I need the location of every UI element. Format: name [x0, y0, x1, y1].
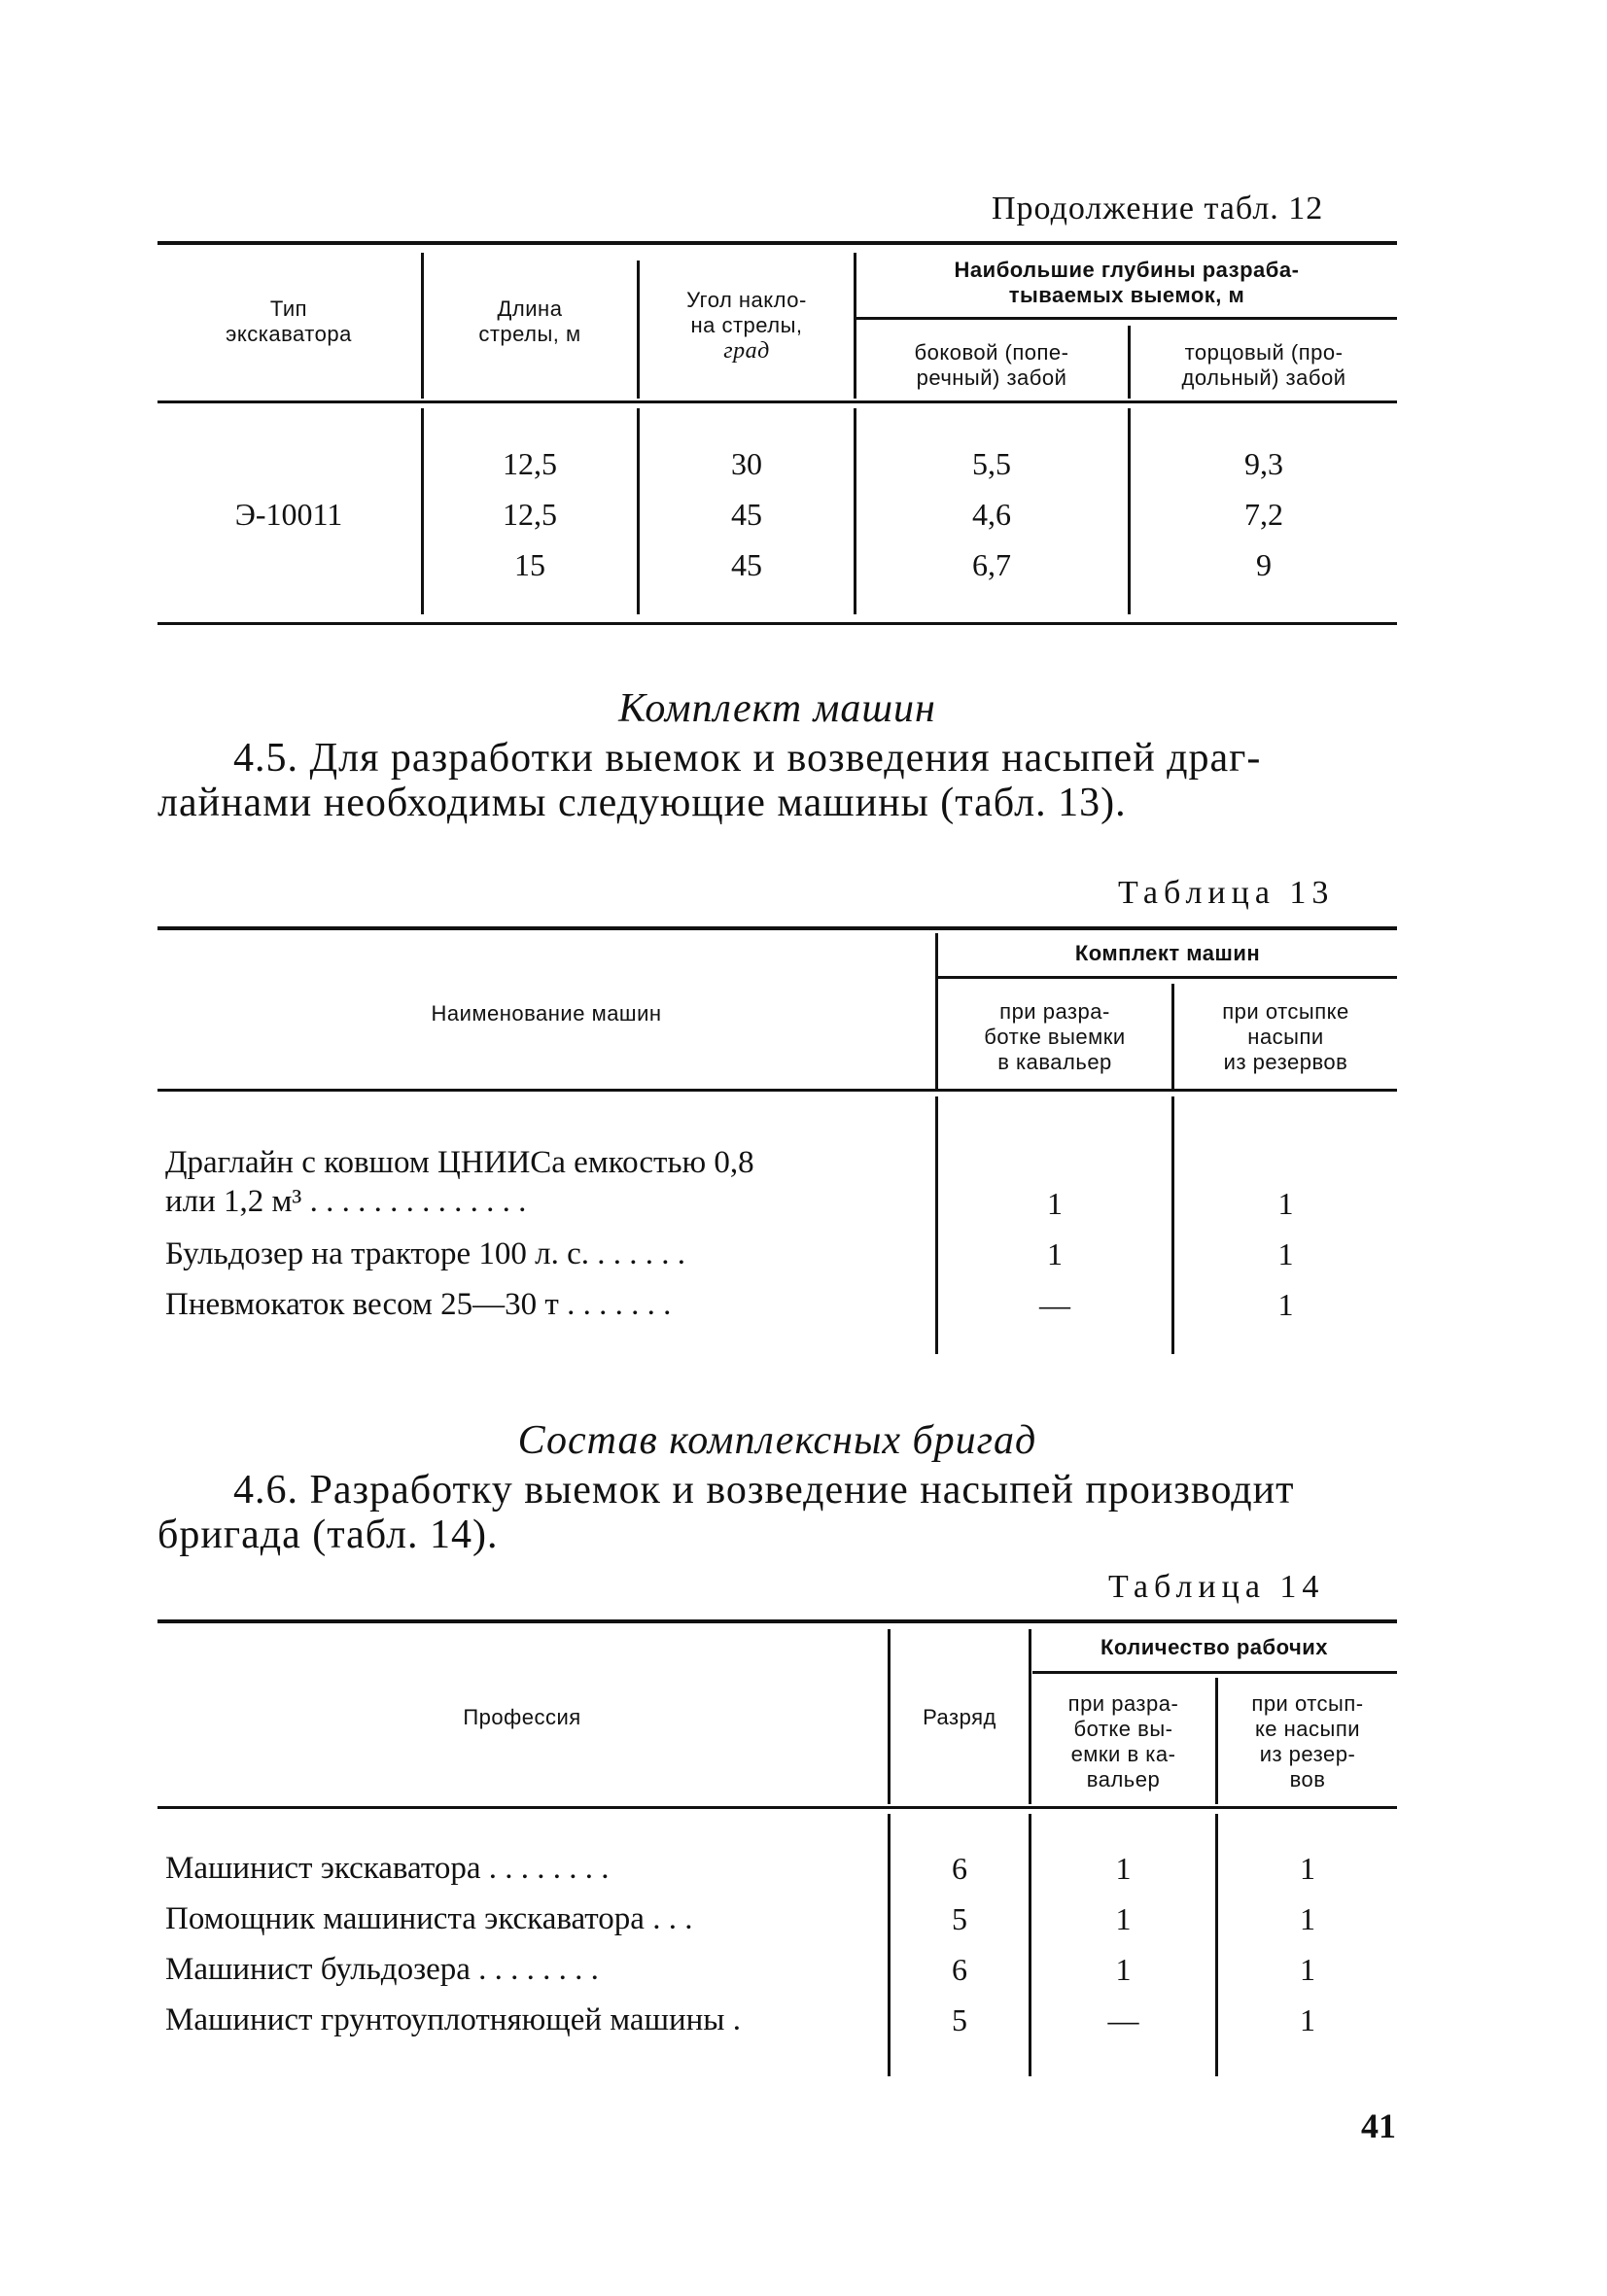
- table12-header-end: торцовый (про- дольный) забой: [1181, 340, 1346, 390]
- table13-subheader-rule: [938, 976, 1397, 979]
- table14-subheader-rule: [1032, 1671, 1397, 1674]
- table12-cell: 7,2: [1244, 497, 1283, 532]
- table12-cell: 4,6: [972, 497, 1011, 532]
- table12-header-rule: [157, 400, 1397, 403]
- page-number: 41: [1361, 2106, 1396, 2145]
- table14-header-group: Количество рабочих: [1100, 1635, 1329, 1659]
- table14-cell: 5: [952, 1901, 967, 1936]
- table12-caption: Продолжение табл. 12: [992, 191, 1324, 226]
- table13-header-col1: при разра- ботке выемки в кавальер: [984, 999, 1126, 1074]
- table14-cell: 1: [1300, 1901, 1315, 1936]
- paragraph-4-6: 4.6. Разработку выемок и возведение насыпей производит бригада (табл. 14).: [157, 1468, 1295, 1557]
- table13-cell: 1: [1047, 1236, 1063, 1271]
- table12-header-angle: Угол накло- на стрелы, град: [686, 288, 807, 364]
- table12-bottom-rule: [157, 622, 1397, 625]
- table12-header-side: боковой (попе- речный) забой: [914, 340, 1069, 390]
- table12-cell: 12,5: [503, 497, 557, 532]
- table12-cell: 5,5: [972, 446, 1011, 481]
- table14-top-rule: [157, 1619, 1397, 1623]
- paragraph-4-5: 4.5. Для разработки выемок и возведения насыпей драг- лайнами необходимы следующие машины (табл. 13).: [157, 736, 1262, 825]
- table14-caption: Таблица 14: [1108, 1569, 1325, 1605]
- table12-excavator: Э-10011: [234, 497, 343, 532]
- table12-cell: 6,7: [972, 547, 1011, 582]
- table14-cell: 5: [952, 2002, 967, 2037]
- table14-cell: 1: [1115, 1952, 1132, 1987]
- table13-cell: 1: [1277, 1236, 1294, 1271]
- table12-header-depth: Наибольшие глубины разраба- тываемых выемок, м: [954, 258, 1300, 307]
- table14-header-col1: при разра- ботке вы- емки в ка- вальер: [1067, 1691, 1179, 1792]
- table12-cell: 9,3: [1244, 446, 1283, 481]
- table12-top-rule: [157, 241, 1397, 245]
- table14-cell: 6: [952, 1851, 967, 1886]
- table14-row-name: Машинист экскаватора . . . . . . . .: [165, 1851, 610, 1886]
- table13-cell: 1: [1277, 1287, 1294, 1322]
- table12-cell: 30: [731, 446, 762, 481]
- table14-header-profession: Профессия: [463, 1705, 581, 1729]
- table13-top-rule: [157, 926, 1397, 930]
- table14-cell: 1: [1115, 1851, 1132, 1886]
- table12-subheader-rule: [856, 317, 1397, 320]
- table14-header-grade: Разряд: [923, 1705, 996, 1729]
- table14-cell: —: [1107, 2002, 1139, 2037]
- table14-cell: 1: [1300, 1851, 1315, 1886]
- table12-cell: 15: [514, 547, 545, 582]
- section-title-brigades: Состав комплексных бригад: [517, 1418, 1037, 1463]
- table12-cell: 45: [731, 497, 762, 532]
- table14-row-name: Машинист бульдозера . . . . . . . .: [165, 1952, 599, 1987]
- table13-row-name: Бульдозер на тракторе 100 л. с. . . . . . .: [165, 1236, 686, 1271]
- section-title-machines: Комплект машин: [618, 686, 936, 731]
- table13-header-name: Наименование машин: [431, 1001, 662, 1026]
- table13-cell: 1: [1277, 1186, 1294, 1221]
- table13-header-col2: при отсыпке насыпи из резервов: [1222, 999, 1349, 1074]
- table14-row-name: Помощник машиниста экскаватора . . .: [165, 1901, 693, 1936]
- table13-cell: 1: [1047, 1186, 1063, 1221]
- table14-cell: 6: [952, 1952, 967, 1987]
- table13-header-group: Комплект машин: [1074, 941, 1261, 965]
- table12-cell: 45: [731, 547, 762, 582]
- table13-row-name: Пневмокаток весом 25—30 т . . . . . . .: [165, 1287, 672, 1322]
- table14-header-col2: при отсып- ке насыпи из резер- вов: [1251, 1691, 1364, 1792]
- table12-cell: 9: [1256, 547, 1272, 582]
- table14-cell: 1: [1115, 1901, 1132, 1936]
- table14-header-rule: [157, 1806, 1397, 1809]
- table12-cell: 12,5: [503, 446, 557, 481]
- table13-cell: —: [1039, 1287, 1070, 1322]
- table14-cell: 1: [1300, 1952, 1315, 1987]
- table13-caption: Таблица 13: [1118, 875, 1335, 911]
- table13-header-rule: [157, 1089, 1397, 1092]
- table14-cell: 1: [1300, 2002, 1315, 2037]
- table13-row-name: Драглайн с ковшом ЦНИИСа емкостью 0,8 или 1,2 м³ . . . . . . . . . . . . . .: [165, 1145, 754, 1219]
- table12-header-length: Длина стрелы, м: [478, 296, 581, 346]
- table14-row-name: Машинист грунтоуплотняющей машины .: [165, 2002, 741, 2037]
- table12-header-type: Тип экскаватора: [226, 296, 352, 346]
